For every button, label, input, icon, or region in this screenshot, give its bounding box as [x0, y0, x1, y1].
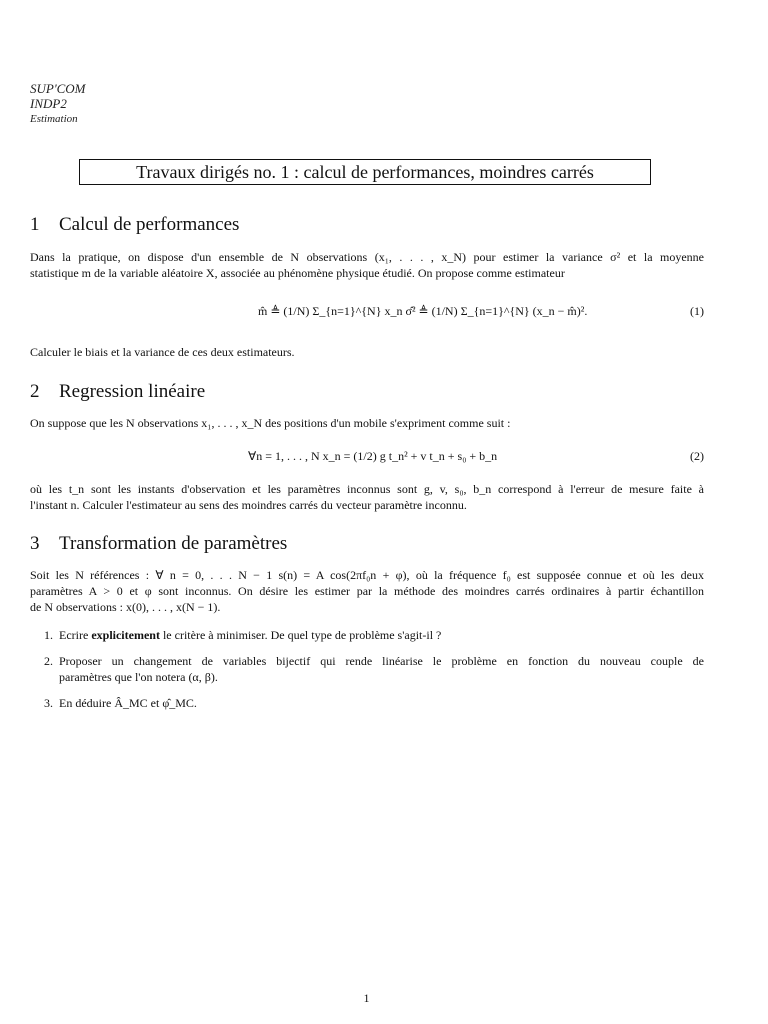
section-2-paragraph	[30, 415, 704, 431]
list-item-number: 3.	[44, 696, 53, 710]
list-item-text: En déduire Â_MC et φ̂_MC.	[59, 696, 197, 710]
list-item-number: 2.	[44, 654, 53, 668]
header-block	[30, 82, 86, 127]
paragraph-line: paramètres A > 0 et φ sont inconnus. On désire les estimer par la méthode des moindres carrés ordinaires à partir échantillon	[30, 584, 704, 598]
paragraph-line: Soit les N références : ∀ n = 0, . . . N − 1 s(n) = A cos(2πf₀n + φ), où la fréquence f₀ est supposée connue et où les deux	[30, 568, 704, 582]
header-course: Estimation	[30, 113, 78, 125]
page-number: 1	[363, 991, 370, 1005]
emphasis-text: explicitement	[91, 628, 160, 642]
section-2-paragraph-2	[30, 481, 704, 513]
equation-1: m̂ ≜ (1/N) Σ_{n=1}^{N} x_n σ̂² ≜ (1/N) Σ_{n=1}^{N} (x_n − m̂)².	[258, 304, 588, 318]
section-1-heading	[30, 214, 239, 236]
header-school: SUP'COM	[30, 81, 86, 96]
section-number: 3	[30, 533, 40, 554]
section-number: 1	[30, 214, 40, 235]
list-item-number: 1.	[44, 628, 53, 642]
paragraph-line: l'instant n. Calculer l'estimateur au sens des moindres carrés du vecteur paramètre inconnu.	[30, 498, 467, 512]
section-3-paragraph	[30, 567, 704, 615]
paragraph-line: Calculer le biais et la variance de ces deux estimateurs.	[30, 345, 295, 359]
list-item-line: paramètres que l'on notera (α, β).	[59, 670, 218, 684]
section-3-heading	[30, 533, 287, 555]
section-1-question	[30, 344, 704, 360]
section-title: Regression linéaire	[59, 381, 206, 402]
section-title: Transformation de paramètres	[59, 533, 288, 554]
paragraph-line: de N observations : x(0), . . . , x(N − 1).	[30, 600, 221, 614]
section-title: Calcul de performances	[59, 214, 240, 235]
section-2-heading	[30, 381, 205, 403]
equation-2-number: (2)	[690, 449, 704, 463]
list-item-text	[59, 653, 704, 685]
section-number: 2	[30, 381, 40, 402]
document-title: Travaux dirigés no. 1 : calcul de performances, moindres carrés	[79, 159, 651, 185]
list-item-text-part: le critère à minimiser. De quel type de problème s'agit-il ?	[159, 628, 442, 642]
header-class: INDP2	[30, 96, 67, 111]
list-item-line: Proposer un changement de variables bijectif qui rende linéarise le problème en fonction du nouveau couple de	[59, 654, 704, 668]
section-1-paragraph	[30, 249, 704, 281]
paragraph-line: statistique m de la variable aléatoire X, associée au phénomène physique étudié. On propose comme estimateur	[30, 266, 565, 280]
paragraph-line: On suppose que les N observations x₁, . . . , x_N des positions d'un mobile s'expriment comme suit :	[30, 416, 511, 430]
list-item-text	[59, 627, 704, 643]
equation-1-number: (1)	[690, 304, 704, 318]
equation-2: ∀n = 1, . . . , N x_n = (1/2) g t_n² + v t_n + s₀ + b_n	[248, 449, 498, 463]
paragraph-line: Dans la pratique, on dispose d'un ensemble de N observations (x₁, . . . , x_N) pour estimer la variance σ² et la moyenne	[30, 250, 704, 264]
list-item-text-part: Ecrire	[59, 628, 92, 642]
paragraph-line: où les t_n sont les instants d'observation et les paramètres inconnus sont g, v, s₀, b_n correspond à l'erreur de mesure faite à	[30, 482, 704, 496]
